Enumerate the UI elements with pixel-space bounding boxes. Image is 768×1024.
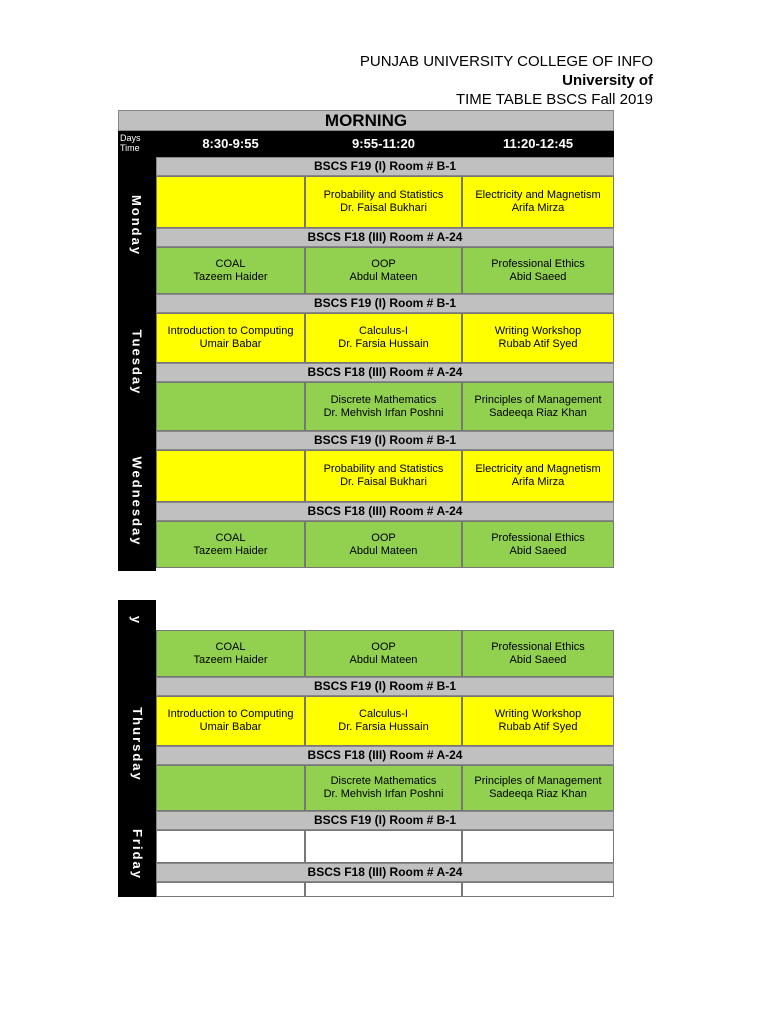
cell-wednesday-f18-slot3: Professional Ethics Abid Saeed [462, 521, 614, 568]
room-bar-monday-f18: BSCS F18 (III) Room # A-24 [156, 228, 614, 247]
cell-tuesday-f18-slot2: Discrete Mathematics Dr. Mehvish Irfan Poshni [305, 382, 462, 431]
cell-tuesday-f19-slot3: Writing Workshop Rubab Atif Syed [462, 313, 614, 363]
time-slot-2: 9:55-11:20 [352, 136, 415, 151]
header-line-timetable: TIME TABLE BSCS Fall 2019 [455, 91, 653, 108]
cell-friday-f18-slot2 [305, 882, 462, 897]
cell-wednesday-f18-slot2-cont: OOP Abdul Mateen [305, 630, 462, 677]
room-bar-friday-f19: BSCS F19 (I) Room # B-1 [156, 811, 614, 830]
cell-wednesday-f18-slot1-cont: COAL Tazeem Haider [156, 630, 305, 677]
header-line-university-college: PUNJAB UNIVERSITY COLLEGE OF INFO [359, 53, 653, 70]
cell-thursday-f19-slot2: Calculus-I Dr. Farsia Hussain [305, 696, 462, 746]
room-bar-wednesday-f19: BSCS F19 (I) Room # B-1 [156, 431, 614, 450]
cell-tuesday-f19-slot2: Calculus-I Dr. Farsia Hussain [305, 313, 462, 363]
cell-thursday-f18-slot2: Discrete Mathematics Dr. Mehvish Irfan Poshni [305, 765, 462, 811]
day-label-wednesday: Wednesday [129, 455, 145, 547]
cell-monday-f18-slot3: Professional Ethics Abid Saeed [462, 247, 614, 294]
day-label-wednesday-cont: y [129, 615, 145, 625]
day-column-friday [118, 811, 156, 897]
cell-friday-f18-slot1 [156, 882, 305, 897]
cell-tuesday-f19-slot1: Introduction to Computing Umair Babar [156, 313, 305, 363]
cell-wednesday-f19-slot3: Electricity and Magnetism Arifa Mirza [462, 450, 614, 502]
cell-thursday-f19-slot1: Introduction to Computing Umair Babar [156, 696, 305, 746]
room-bar-thursday-f18: BSCS F18 (III) Room # A-24 [156, 746, 614, 765]
day-label-thursday: Thursday [129, 706, 145, 782]
cell-friday-f19-slot2 [305, 830, 462, 863]
cell-wednesday-f18-slot3-cont: Professional Ethics Abid Saeed [462, 630, 614, 677]
day-column-thursday [118, 677, 156, 811]
room-bar-friday-f18: BSCS F18 (III) Room # A-24 [156, 863, 614, 882]
day-column-wednesday-cont [118, 600, 156, 677]
cell-friday-f19-slot3 [462, 830, 614, 863]
time-slot-3: 11:20-12:45 [502, 136, 574, 151]
cell-tuesday-f18-slot3: Principles of Management Sadeeqa Riaz Khan [462, 382, 614, 431]
cell-wednesday-f18-slot1: COAL Tazeem Haider [156, 521, 305, 568]
cell-monday-f19-slot3: Electricity and Magnetism Arifa Mirza [462, 176, 614, 228]
day-label-friday: Friday [129, 828, 145, 880]
cell-friday-f19-slot1 [156, 830, 305, 863]
room-bar-monday-f19: BSCS F19 (I) Room # B-1 [156, 157, 614, 176]
room-bar-wednesday-f18: BSCS F18 (III) Room # A-24 [156, 502, 614, 521]
cell-friday-f18-slot3 [462, 882, 614, 897]
cell-thursday-f18-slot3: Principles of Management Sadeeqa Riaz Khan [462, 765, 614, 811]
cell-monday-f19-slot2: Probability and Statistics Dr. Faisal Bukhari [305, 176, 462, 228]
session-title: MORNING [118, 110, 614, 131]
cell-thursday-f19-slot3: Writing Workshop Rubab Atif Syed [462, 696, 614, 746]
room-bar-tuesday-f19: BSCS F19 (I) Room # B-1 [156, 294, 614, 313]
room-bar-tuesday-f18: BSCS F18 (III) Room # A-24 [156, 363, 614, 382]
header-line-university: University of [562, 72, 653, 89]
page-lower [0, 615, 768, 1024]
time-slot-1: 8:30-9:55 [202, 136, 259, 151]
day-label-tuesday: Tuesday [129, 329, 145, 395]
cell-monday-f18-slot1: COAL Tazeem Haider [156, 247, 305, 294]
cell-thursday-f18-slot1 [156, 765, 305, 811]
cell-monday-f18-slot2: OOP Abdul Mateen [305, 247, 462, 294]
cell-wednesday-f19-slot2: Probability and Statistics Dr. Faisal Bukhari [305, 450, 462, 502]
day-label-monday: Monday [129, 194, 145, 256]
cell-wednesday-f18-slot2: OOP Abdul Mateen [305, 521, 462, 568]
days-time-label: Days Time [120, 133, 141, 153]
room-bar-thursday-f19: BSCS F19 (I) Room # B-1 [156, 677, 614, 696]
